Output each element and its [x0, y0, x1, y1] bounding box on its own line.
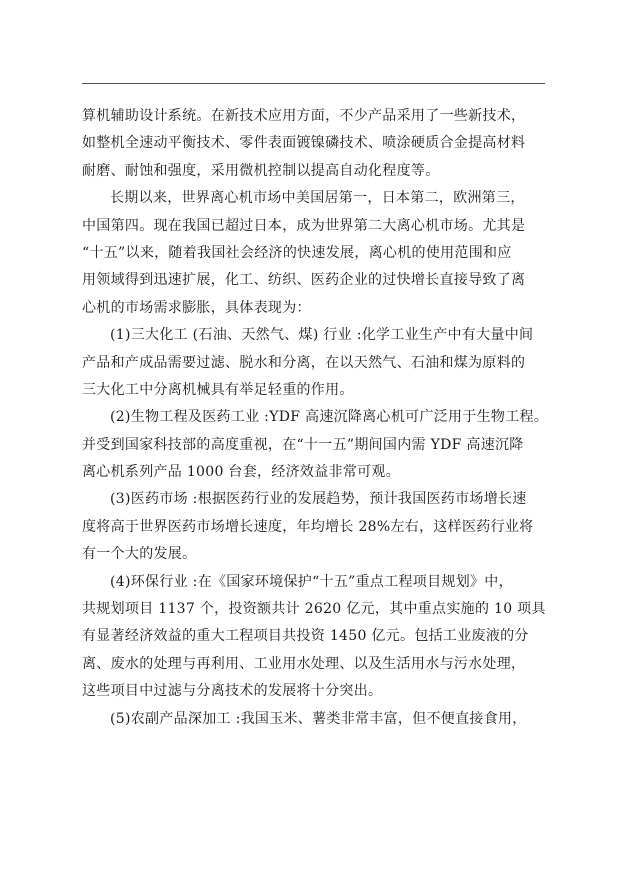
text-line: 产品和产成品需要过滤、脱水和分离，在以天然气、石油和煤为原料的 [82, 354, 526, 371]
text-line: 耐磨、耐蚀和强度，采用微机控制以提高自动化程度等。 [82, 162, 440, 179]
paragraph [82, 486, 545, 568]
text-line: 用领域得到迅速扩展，化工、纺织、医药企业的过快增长直接导致了离 [82, 272, 526, 289]
text-line: 离心机系列产品 1000 台套，经济效益非常可观。 [82, 464, 401, 481]
paragraph [82, 569, 545, 706]
text-line: (3)医药市场 :根据医药行业的发展趋势，预计我国医药市场增长速 [110, 491, 527, 508]
text-line: 长期以来，世界离心机市场中美国居第一，日本第二，欧洲第三， [110, 190, 525, 207]
paragraph [82, 103, 545, 185]
header-rule [82, 83, 545, 84]
text-line: 有显著经济效益的重大工程项目共投资 1450 亿元。包括工业废液的分 [82, 628, 529, 645]
text-line: 离、废水的处理与再利用、工业用水处理、以及生活用水与污水处理， [82, 655, 526, 672]
paragraph [82, 322, 545, 404]
text-line: 共规划项目 1137 个，投资额共计 2620 亿元，其中重点实施的 10 项具 [82, 601, 546, 618]
text-line: 心机的市场需求膨胀，具体表现为： [82, 299, 311, 316]
text-line: 算机辅助设计系统。在新技术应用方面，不少产品采用了一些新技术， [82, 108, 526, 124]
paragraph [82, 185, 545, 322]
text-line: (5)农副产品深加工 :我国玉米、薯类非常丰富，但不便直接食用， [110, 710, 527, 727]
text-line: (1)三大化工 (石油、天然气、煤) 行业 :化学工业生产中有大量中间 [110, 327, 534, 344]
document-body [82, 103, 549, 733]
text-line: 三大化工中分离机械具有举足轻重的作用。 [82, 381, 354, 398]
text-line: “十五”以来，随着我国社会经济的快速发展，离心机的使用范围和应 [82, 244, 512, 261]
paragraph [82, 706, 545, 733]
text-line: 有一个大的发展。 [82, 546, 197, 563]
text-line: (4)环保行业 :在《国家环境保护“十五”重点工程项目规划》中， [110, 573, 513, 590]
text-line: 度将高于世界医药市场增长速度，年均增长 28%左右，这样医药行业将 [82, 518, 534, 535]
text-line: 这些项目中过滤与分离技术的发展将十分突出。 [82, 683, 383, 700]
text-line: 并受到国家科技部的高度重视，在“十一五”期间国内需 YDF 高速沉降 [82, 436, 524, 453]
paragraph [82, 404, 549, 486]
text-line: (2)生物工程及医药工业 :YDF 高速沉降离心机可广泛用于生物工程。 [110, 409, 549, 426]
text-line: 如整机全速动平衡技术、零件表面镀镍磷技术、喷涂硬质合金提高材料 [82, 135, 526, 152]
text-line: 中国第四。现在我国已超过日本，成为世界第二大离心机市场。尤其是 [82, 217, 526, 234]
